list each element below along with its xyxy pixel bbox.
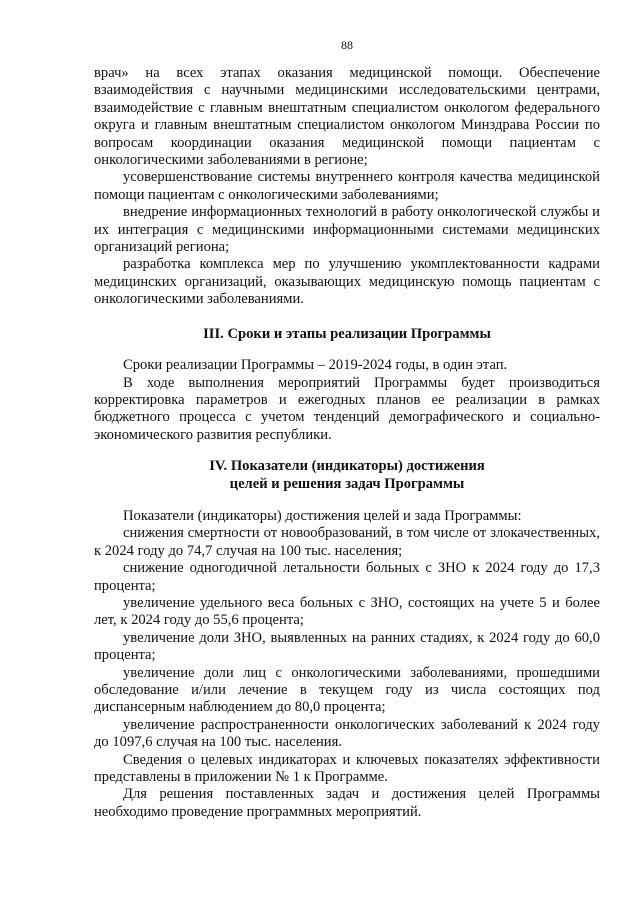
paragraph: Для решения поставленных задач и достижения целей Программы необходимо проведение программных мероприятий.	[94, 786, 600, 820]
section-heading-4-line-1: IV. Показатели (индикаторы) достижения	[209, 458, 485, 475]
paragraph: Сроки реализации Программы – 2019-2024 годы, в один этап.	[123, 357, 508, 374]
document-page	[94, 0, 600, 905]
paragraph: В ходе выполнения мероприятий Программы будет производиться корректировка параметров и ежегодных планов ее реализации в рамках бюджетного процесса с учетом тенденций демографического и социально-экономического развития республики.	[94, 374, 600, 443]
paragraph: разработка комплекса мер по улучшению укомплектованности кадрами медицинских организаций, оказывающих медицинскую помощь пациентам с онкологическими заболеваниями.	[94, 256, 600, 308]
page-body	[94, 65, 600, 821]
list-item: увеличение доли лиц с онкологическими заболеваниями, прошедшими обследование и/или лечение в текущем году из числа состоящих под диспансерным наблюдением до 80,0 процента;	[94, 664, 600, 716]
list-item: увеличение распространенности онкологических заболеваний к 2024 году до 1097,6 случая на 100 тыс. населения.	[94, 716, 600, 751]
section-heading-4	[94, 458, 600, 493]
list-item: увеличение удельного веса больных с ЗНО, состоящих на учете 5 и более лет, к 2024 году до 55,6 процента;	[94, 594, 600, 629]
paragraph: усовершенствование системы внутреннего контроля качества медицинской помощи пациентам с онкологическими заболеваниями;	[94, 169, 600, 203]
list-item: снижения смертности от новообразований, в том числе от злокачественных, к 2024 году до 74,7 случая на 100 тыс. населения;	[94, 525, 600, 559]
paragraph: внедрение информационных технологий в работу онкологической службы и их интеграция с медицинскими информационными системами медицинских организаций региона;	[94, 204, 600, 256]
section-heading-3: III. Сроки и этапы реализации Программы	[203, 325, 491, 342]
paragraph: Показатели (индикаторы) достижения целей и зада Программы:	[123, 507, 522, 524]
list-item: увеличение доли ЗНО, выявленных на ранних стадиях, к 2024 году до 60,0 процента;	[94, 629, 600, 664]
section-heading-4-line-2: целей и решения задач Программы	[229, 475, 465, 492]
list-item: снижение одногодичной летальности больных с ЗНО к 2024 году до 17,3 процента;	[94, 560, 600, 594]
page-number: 88	[341, 38, 353, 52]
paragraph-continuation: врач» на всех этапах оказания медицинской помощи. Обеспечение взаимодействия с научными медицинскими исследовательскими центрами, взаимодействие с главным внештатным специалистом онкологом федерального округа и главным внештатным специалистом онкологом Минздрава России по вопросам координации оказания медицинской помощи пациентам с онкологическими заболеваниями в регионе;	[94, 65, 600, 169]
paragraph: Сведения о целевых индикаторах и ключевых показателях эффективности представлены в приложении № 1 к Программе.	[94, 751, 600, 786]
